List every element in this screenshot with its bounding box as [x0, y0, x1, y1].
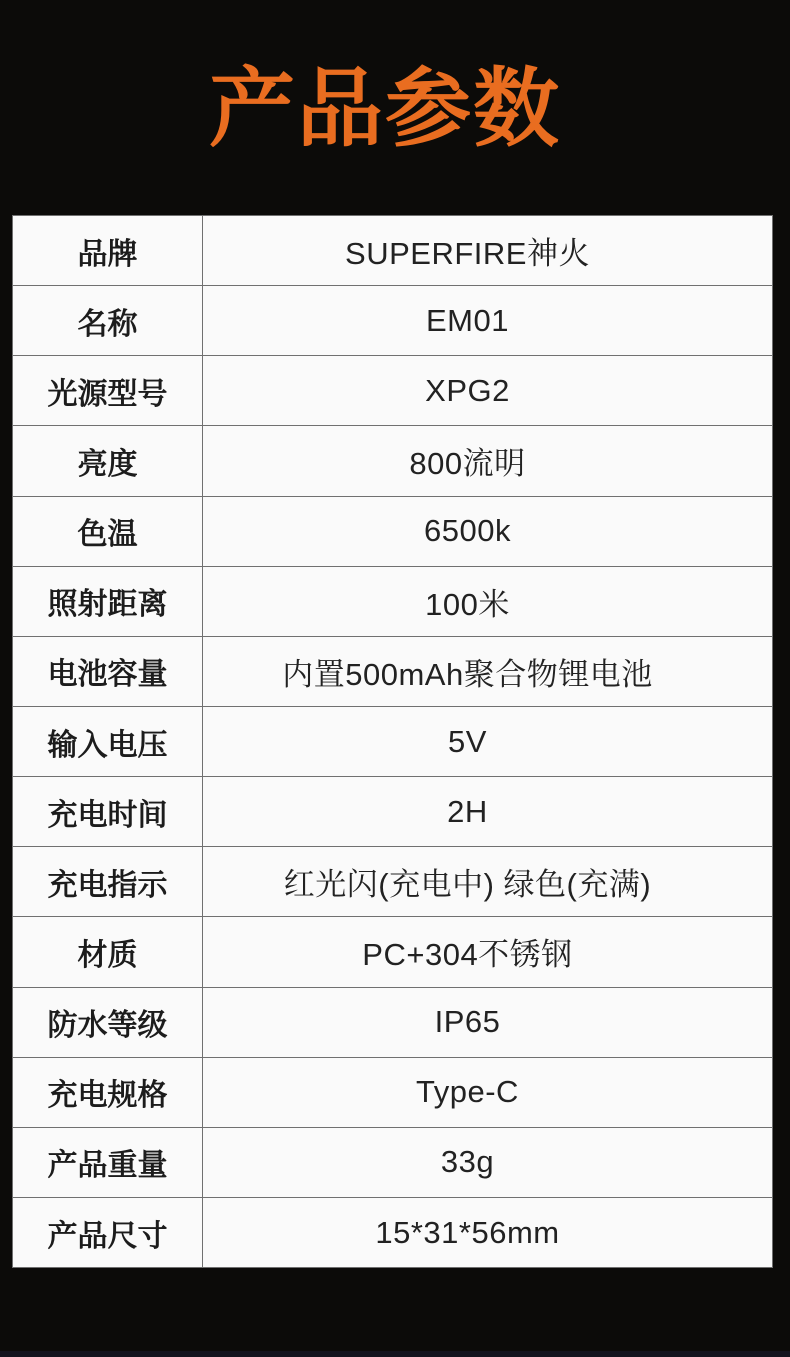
spec-value-charge-port: Type-C [416, 1074, 519, 1110]
spec-label-brightness: 亮度 [13, 426, 203, 495]
spec-label-input-voltage: 输入电压 [13, 707, 203, 776]
spec-value-dimensions: 15*31*56mm [375, 1214, 560, 1250]
spec-value-charge-indicator: 红光闪(充电中) 绿色(充满) [283, 867, 652, 903]
table-row [13, 1198, 772, 1267]
spec-label-brand: 品牌 [13, 216, 203, 285]
spec-value-name: EM01 [426, 302, 509, 338]
spec-label-weight: 产品重量 [13, 1128, 203, 1197]
spec-value-beam-distance: 100米 [425, 586, 510, 622]
spec-label-charge-time: 充电时间 [13, 777, 203, 846]
spec-value-brightness: 800流明 [409, 446, 526, 482]
spec-label-name: 名称 [13, 286, 203, 355]
table-row [13, 707, 772, 777]
spec-value-led-model: XPG2 [425, 372, 510, 408]
table-row [13, 1058, 772, 1128]
spec-label-waterproof: 防水等级 [13, 988, 203, 1057]
spec-label-led-model: 光源型号 [13, 356, 203, 425]
table-row [13, 1128, 772, 1198]
bottom-divider [0, 1351, 790, 1357]
spec-value-charge-time: 2H [447, 793, 488, 829]
table-row [13, 497, 772, 567]
table-row [13, 356, 772, 426]
table-row [13, 637, 772, 707]
table-row [13, 426, 772, 496]
spec-value-input-voltage: 5V [448, 723, 487, 759]
spec-value-waterproof: IP65 [434, 1004, 501, 1040]
table-row [13, 917, 772, 987]
spec-value-color-temp: 6500k [424, 513, 511, 549]
table-row [13, 988, 772, 1058]
table-row [13, 286, 772, 356]
table-row [13, 777, 772, 847]
spec-label-charge-port: 充电规格 [13, 1058, 203, 1127]
spec-label-color-temp: 色温 [13, 497, 203, 566]
spec-value-battery: 内置500mAh聚合物锂电池 [282, 656, 653, 692]
spec-label-battery: 电池容量 [13, 637, 203, 706]
spec-label-dimensions: 产品尺寸 [13, 1198, 203, 1267]
spec-table [12, 215, 773, 1268]
page-title: 产品参数 [209, 61, 561, 157]
spec-label-charge-indicator: 充电指示 [13, 847, 203, 916]
table-row [13, 216, 772, 286]
spec-value-weight: 33g [440, 1144, 495, 1180]
table-row [13, 567, 772, 637]
spec-label-beam-distance: 照射距离 [13, 567, 203, 636]
table-row [13, 847, 772, 917]
spec-value-brand: SUPERFIRE神火 [345, 236, 590, 272]
spec-label-material: 材质 [13, 917, 203, 986]
spec-value-material: PC+304不锈钢 [362, 937, 573, 973]
